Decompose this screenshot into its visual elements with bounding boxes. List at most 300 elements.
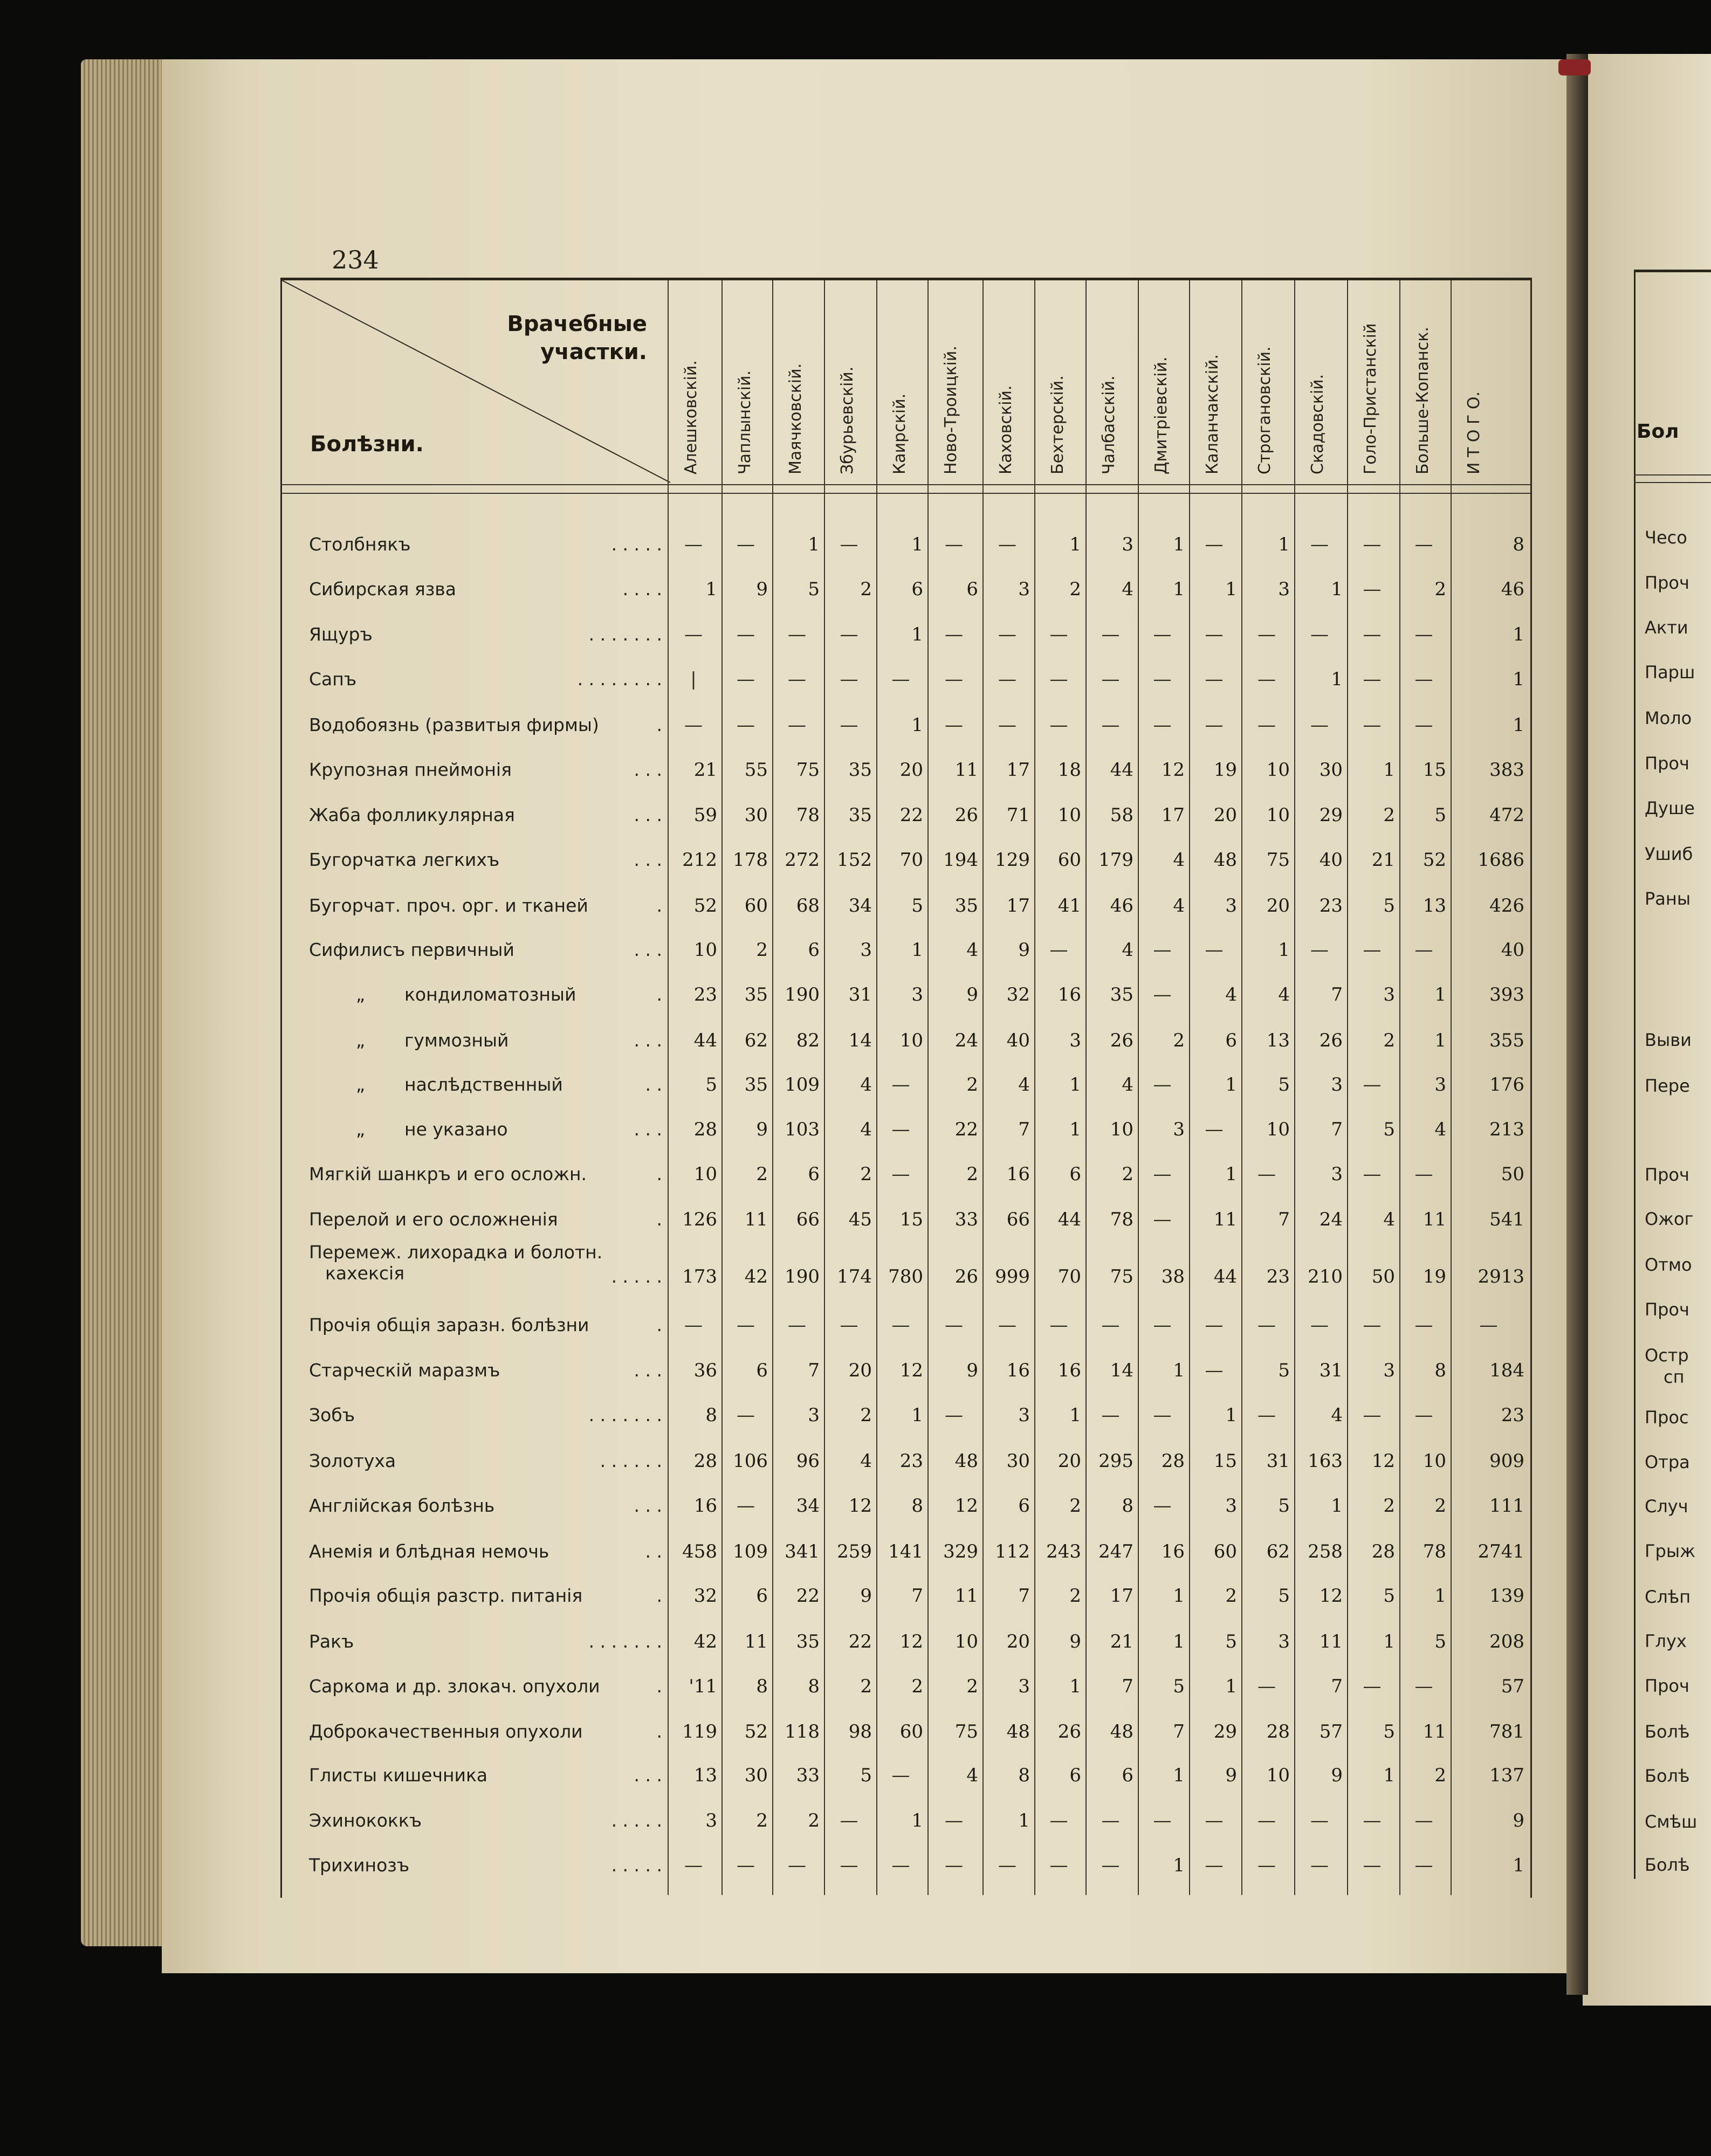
table-cell: —	[737, 1404, 755, 1426]
table-cell: 173	[682, 1266, 717, 1287]
table-cell: 75	[1266, 849, 1290, 871]
table-cell: 26	[1110, 1030, 1133, 1051]
table-cell: 28	[693, 1119, 717, 1140]
table-cell: 58	[1110, 804, 1133, 826]
table-cell: 18	[1057, 759, 1081, 781]
table-cell: 35	[954, 895, 978, 917]
table-cell: 6	[1225, 1030, 1237, 1051]
table-cell: —	[998, 534, 1016, 555]
right-page-row-fragment: Ожог	[1645, 1209, 1694, 1229]
table-cell: 4	[1122, 578, 1133, 600]
table-cell: 30	[1006, 1450, 1030, 1472]
table-cell: —	[945, 1810, 963, 1831]
table-cell: —	[840, 669, 858, 690]
table-cell: —	[840, 1314, 858, 1336]
table-cell: 44	[1057, 1209, 1081, 1230]
table-cell: 1	[1434, 1030, 1446, 1051]
row-label-text: Мягкій шанкръ и его осложн.	[309, 1163, 587, 1184]
table-cell: 8	[705, 1404, 717, 1426]
column-divider	[1085, 280, 1087, 1895]
table-cell: 5	[1383, 1119, 1395, 1140]
table-cell: 5	[1434, 804, 1446, 826]
table-cell: 35	[1110, 984, 1133, 1005]
table-cell: 9	[1018, 939, 1030, 961]
table-cell: 78	[1110, 1209, 1133, 1230]
table-cell: 46	[1110, 895, 1133, 917]
table-cell: 48	[954, 1450, 978, 1472]
table-cell: 10	[899, 1030, 923, 1051]
table-cell: 42	[744, 1266, 768, 1287]
table-cell: 70	[899, 849, 923, 871]
table-cell: 1	[911, 939, 923, 961]
table-cell: 3	[1018, 1676, 1030, 1697]
table-cell: 6	[911, 578, 923, 600]
table-cell: 5	[1278, 1495, 1290, 1517]
table-cell: 1	[1069, 1119, 1081, 1140]
right-page-row-fragment: Ушиб	[1645, 844, 1693, 864]
table-cell: 1	[808, 534, 820, 555]
column-header: Ново-Троицкій.	[942, 346, 960, 474]
table-cell: 98	[848, 1721, 872, 1742]
table-cell: —	[1205, 1314, 1224, 1336]
table-cell: 1	[911, 1404, 923, 1426]
row-label-text: Сифилисъ первичный	[309, 939, 514, 960]
table-cell: —	[840, 1855, 858, 1876]
row-label	[309, 669, 356, 690]
table-cell: —	[1101, 714, 1120, 736]
table-cell: 16	[1161, 1541, 1185, 1562]
table-cell: 4	[1434, 1119, 1446, 1140]
table-cell: 1	[1383, 1631, 1395, 1652]
table-cell: 31	[1319, 1360, 1343, 1381]
table-cell: 139	[1489, 1585, 1524, 1607]
table-cell: 10	[1423, 1450, 1446, 1472]
table-cell: 7	[1331, 984, 1343, 1005]
leader-dots: . . . . . . .	[588, 1404, 662, 1425]
table-cell: 48	[1110, 1721, 1133, 1742]
row-label	[309, 849, 499, 870]
table-cell: 2	[966, 1074, 978, 1096]
table-cell: —	[1258, 1404, 1276, 1426]
table-cell: 11	[744, 1209, 768, 1230]
right-page-row-fragment: Глух	[1645, 1631, 1687, 1651]
row-label	[356, 1119, 508, 1140]
table-cell: —	[1049, 714, 1068, 736]
table-cell: 10	[693, 1163, 717, 1185]
table-cell: 28	[1371, 1541, 1395, 1562]
leader-dots: .	[656, 1721, 662, 1742]
table-cell: 111	[1489, 1495, 1524, 1517]
right-page-row-fragment: Моло	[1645, 708, 1692, 728]
column-divider	[824, 280, 825, 1895]
table-cell: |	[690, 669, 697, 690]
leader-dots: . . .	[634, 939, 662, 960]
table-cell: 2	[1383, 804, 1395, 826]
table-cell: 5	[1278, 1585, 1290, 1607]
table-cell: 1	[1278, 939, 1290, 961]
table-cell: —	[1363, 669, 1382, 690]
table-cell: —	[1414, 624, 1433, 645]
table-cell: —	[1310, 714, 1329, 736]
table-cell: —	[1101, 1810, 1120, 1831]
right-page-row-fragment: Проч	[1645, 573, 1689, 593]
table-cell: —	[1101, 1314, 1120, 1336]
table-cell: 780	[888, 1266, 923, 1287]
table-cell: —	[891, 1765, 910, 1786]
table-cell: 11	[744, 1631, 768, 1652]
table-cell: —	[1414, 1404, 1433, 1426]
table-cell: 541	[1489, 1209, 1524, 1230]
right-page-row-fragment: Смѣш	[1645, 1811, 1698, 1832]
leader-dots: .	[656, 714, 662, 735]
table-cell: 2	[966, 1163, 978, 1185]
table-cell: 472	[1489, 804, 1524, 826]
table-cell: 2	[1069, 578, 1081, 600]
table-cell: 24	[1319, 1209, 1343, 1230]
table-cell: 7	[1173, 1721, 1185, 1742]
right-page-row-fragment: Остр	[1645, 1345, 1689, 1366]
column-divider	[1189, 280, 1190, 1895]
table-cell: —	[945, 534, 963, 555]
row-label	[309, 1541, 549, 1562]
table-cell: —	[1310, 939, 1329, 961]
row-label-text: Бугорчатка легкихъ	[309, 849, 500, 870]
row-label-text: Прочія общія заразн. болѣзни	[309, 1314, 589, 1335]
table-cell: 20	[848, 1360, 872, 1381]
table-cell: —	[1363, 578, 1382, 600]
row-label	[309, 1810, 422, 1831]
table-cell: 9	[966, 984, 978, 1005]
row-label-text: Водобоязнь (развитыя фирмы)	[309, 714, 599, 735]
header-double-rule	[280, 484, 1530, 494]
table-cell: 152	[837, 849, 872, 871]
table-cell: 22	[954, 1119, 978, 1140]
table-cell: 3	[1225, 1495, 1237, 1517]
table-cell: 4	[1383, 1209, 1395, 1230]
table-cell: 60	[1213, 1541, 1237, 1562]
table-cell: —	[788, 714, 806, 736]
right-page-row-fragment: Выви	[1645, 1030, 1692, 1050]
right-page-header-fragment: Бол	[1637, 421, 1679, 443]
table-cell: —	[684, 534, 703, 555]
table-cell: —	[684, 1314, 703, 1336]
leader-dots: . . . . . . . .	[577, 669, 662, 690]
table-cell: 24	[954, 1030, 978, 1051]
table-cell: 16	[1006, 1360, 1030, 1381]
table-cell: 11	[954, 1585, 978, 1607]
table-cell: 20	[899, 759, 923, 781]
table-cell: 3	[1069, 1030, 1081, 1051]
table-cell: —	[1153, 1495, 1172, 1517]
table-cell: —	[1363, 1074, 1382, 1096]
right-page-row-fragment: сп	[1664, 1367, 1685, 1387]
table-cell: —	[788, 669, 806, 690]
leader-dots: . .	[645, 1074, 662, 1095]
table-cell: —	[737, 1314, 755, 1336]
row-label-text: Анемія и блѣдная немочь	[309, 1541, 549, 1562]
table-cell: 1	[1434, 1585, 1446, 1607]
leader-dots: . . .	[634, 759, 662, 780]
table-cell: 32	[693, 1585, 717, 1607]
table-cell: 1	[1225, 1404, 1237, 1426]
table-cell: —	[1153, 1404, 1172, 1426]
right-page-row-fragment: Проч	[1645, 1165, 1689, 1185]
table-cell: 1	[1513, 624, 1524, 645]
table-cell: 4	[860, 1074, 872, 1096]
right-page-row-fragment: Душе	[1645, 798, 1695, 818]
table-cell: 5	[705, 1074, 717, 1096]
right-page-row-fragment: Болѣ	[1645, 1721, 1690, 1742]
table-cell: 9	[966, 1360, 978, 1381]
row-label-text: гуммозный	[404, 1030, 509, 1051]
column-divider	[1451, 280, 1452, 1895]
table-cell: 40	[1319, 849, 1343, 871]
corner-header-diseases: Болѣзни.	[310, 432, 424, 457]
table-cell: 42	[693, 1631, 717, 1652]
table-cell: 12	[1161, 759, 1185, 781]
table-cell: 1	[1173, 578, 1185, 600]
leader-dots: . . . .	[622, 578, 662, 600]
table-cell: 355	[1489, 1030, 1524, 1051]
right-page-row-fragment: Чесо	[1645, 527, 1687, 548]
table-cell: —	[1258, 669, 1276, 690]
table-cell: —	[1205, 534, 1224, 555]
row-label-text: Золотуха	[309, 1450, 396, 1471]
table-cell: 179	[1098, 849, 1133, 871]
table-cell: —	[1363, 1163, 1382, 1185]
table-cell: 23	[693, 984, 717, 1005]
table-cell: 3	[1225, 895, 1237, 917]
table-cell: 6	[966, 578, 978, 600]
column-header: Каирскій.	[890, 393, 909, 474]
table-cell: 82	[796, 1030, 820, 1051]
table-cell: 1	[1331, 1495, 1343, 1517]
right-page-row-fragment: Парш	[1645, 662, 1695, 683]
table-cell: —	[1414, 1855, 1433, 1876]
table-cell: —	[1153, 624, 1172, 645]
column-divider	[1138, 280, 1139, 1895]
table-cell: 3	[1331, 1163, 1343, 1185]
table-cell: 3	[860, 939, 872, 961]
table-cell: 174	[837, 1266, 872, 1287]
table-cell: 1	[1173, 1631, 1185, 1652]
table-cell: 2	[1225, 1585, 1237, 1607]
column-divider	[1347, 280, 1348, 1895]
corner-header-districts	[410, 310, 647, 366]
table-cell: 66	[1006, 1209, 1030, 1230]
table-cell: 2	[860, 578, 872, 600]
table-cell: —	[1363, 624, 1382, 645]
table-cell: —	[1363, 1314, 1382, 1336]
table-cell: 2913	[1478, 1266, 1524, 1287]
table-cell: 9	[860, 1585, 872, 1607]
leader-dots: .	[656, 895, 662, 916]
table-cell: 2	[756, 939, 768, 961]
table-cell: 33	[796, 1765, 820, 1786]
table-cell: 2	[1434, 1765, 1446, 1786]
table-cell: —	[1205, 1810, 1224, 1831]
table-cell: —	[1310, 1810, 1329, 1831]
row-label	[309, 895, 588, 916]
table-cell: —	[998, 1855, 1016, 1876]
table-cell: 62	[1266, 1541, 1290, 1562]
table-cell: 1686	[1478, 849, 1524, 871]
table-cell: 1	[1069, 1074, 1081, 1096]
table-cell: 35	[848, 804, 872, 826]
table-cell: 6	[808, 1163, 820, 1185]
column-divider	[721, 280, 723, 1895]
table-cell: 1	[705, 578, 717, 600]
leader-dots: . . .	[634, 804, 662, 825]
table-cell: 9	[756, 1119, 768, 1140]
table-cell: 50	[1371, 1266, 1395, 1287]
right-page-row-fragment: Акти	[1645, 617, 1688, 638]
book-page-edges	[81, 59, 173, 1946]
leader-dots: . . . . . .	[600, 1450, 662, 1471]
table-cell: 6	[756, 1585, 768, 1607]
table-cell: 243	[1046, 1541, 1081, 1562]
table-cell: 3	[808, 1404, 820, 1426]
right-page-row-fragment: Грыж	[1645, 1541, 1695, 1561]
table-cell: 11	[1423, 1721, 1446, 1742]
table-cell: 1	[1225, 1676, 1237, 1697]
table-cell: —	[998, 624, 1016, 645]
table-cell: 458	[682, 1541, 717, 1562]
leader-dots: .	[656, 1585, 662, 1606]
table-cell: 45	[848, 1209, 872, 1230]
leader-dots: . . .	[634, 1030, 662, 1051]
table-cell: 35	[744, 984, 768, 1005]
table-cell: 44	[1213, 1266, 1237, 1287]
table-cell: 2	[966, 1676, 978, 1697]
table-cell: 7	[1331, 1676, 1343, 1697]
column-divider	[668, 280, 669, 1895]
table-cell: —	[840, 714, 858, 736]
table-cell: —	[891, 1855, 910, 1876]
table-cell: —	[1363, 1855, 1382, 1876]
table-cell: 1	[1225, 1163, 1237, 1185]
table-cell: 1	[1225, 578, 1237, 600]
table-cell: 4	[860, 1119, 872, 1140]
leader-dots: .	[656, 984, 662, 1005]
table-cell: 14	[1110, 1360, 1133, 1381]
table-cell: 13	[1423, 895, 1446, 917]
table-cell: —	[945, 669, 963, 690]
table-cell: —	[891, 1119, 910, 1140]
table-cell: 10	[693, 939, 717, 961]
leader-dots: . .	[645, 1541, 662, 1562]
right-page-row-fragment: Случ	[1645, 1496, 1688, 1517]
table-cell: 19	[1213, 759, 1237, 781]
table-cell: 12	[899, 1631, 923, 1652]
table-cell: 21	[693, 759, 717, 781]
table-cell: 3	[1383, 984, 1395, 1005]
right-page-row-fragment: Отмо	[1645, 1255, 1692, 1275]
table-cell: 9	[1069, 1631, 1081, 1652]
table-cell: 31	[848, 984, 872, 1005]
row-label	[309, 1209, 558, 1230]
column-header: Збурьевскій.	[838, 366, 857, 474]
table-cell: 5	[1383, 1721, 1395, 1742]
table-cell: —	[891, 1074, 910, 1096]
table-cell: 1	[1513, 1855, 1524, 1876]
right-page-row-fragment: Болѣ	[1645, 1855, 1690, 1875]
table-cell: 1	[1018, 1810, 1030, 1831]
table-cell: 41	[1057, 895, 1081, 917]
table-cell: 106	[733, 1450, 768, 1472]
table-cell: 4	[1278, 984, 1290, 1005]
table-cell: 3	[1173, 1119, 1185, 1140]
table-cell: —	[1414, 1314, 1433, 1336]
table-cell: 2	[1122, 1163, 1133, 1185]
table-cell: 15	[1213, 1450, 1237, 1472]
table-cell: 118	[785, 1721, 820, 1742]
table-cell: 96	[796, 1450, 820, 1472]
table-cell: 29	[1213, 1721, 1237, 1742]
table-cell: 1	[1383, 1765, 1395, 1786]
column-divider	[982, 280, 984, 1895]
table-cell: —	[684, 1855, 703, 1876]
table-cell: 2	[911, 1676, 923, 1697]
table-cell: —	[840, 624, 858, 645]
table-cell: 57	[1319, 1721, 1343, 1742]
row-label-text: Бугорчат. проч. орг. и тканей	[309, 895, 588, 916]
table-cell: 119	[682, 1721, 717, 1742]
row-label	[356, 984, 576, 1005]
table-cell: 28	[693, 1450, 717, 1472]
row-label-text: Трихинозъ	[309, 1855, 410, 1876]
column-divider	[772, 280, 773, 1895]
table-cell: 11	[954, 759, 978, 781]
leader-dots: . . . . .	[611, 1855, 662, 1876]
table-cell: 12	[848, 1495, 872, 1517]
table-cell: —	[1153, 984, 1172, 1005]
row-label-text: Сапъ	[309, 669, 357, 690]
table-cell: 52	[693, 895, 717, 917]
table-cell: 15	[1423, 759, 1446, 781]
table-cell: 1	[1069, 534, 1081, 555]
table-cell: 10	[1110, 1119, 1133, 1140]
column-divider	[876, 280, 877, 1895]
row-label	[356, 1030, 509, 1051]
right-page-row-fragment: Прос	[1645, 1407, 1689, 1428]
table-cell: —	[945, 1855, 963, 1876]
table-cell: —	[1363, 939, 1382, 961]
table-cell: —	[737, 1495, 755, 1517]
table-cell: 781	[1489, 1721, 1524, 1742]
row-label-text: Крупозная пнеймонія	[309, 759, 512, 780]
row-label	[309, 1676, 600, 1697]
row-label-text: Сибирская язва	[309, 578, 456, 600]
table-cell: 13	[693, 1765, 717, 1786]
table-cell: —	[1258, 1676, 1276, 1697]
table-cell: 3	[1018, 1404, 1030, 1426]
table-cell: 2	[1173, 1030, 1185, 1051]
table-cell: 17	[1006, 895, 1030, 917]
table-cell: 8	[1434, 1360, 1446, 1381]
table-cell: 62	[744, 1030, 768, 1051]
table-cell: 30	[744, 804, 768, 826]
table-cell: 52	[744, 1721, 768, 1742]
table-cell: —	[1205, 1855, 1224, 1876]
table-cell: 3	[1331, 1074, 1343, 1096]
table-cell: 4	[1225, 984, 1237, 1005]
table-cell: 4	[966, 1765, 978, 1786]
table-cell: 1	[911, 534, 923, 555]
table-cell: 3	[1122, 534, 1133, 555]
table-cell: 247	[1098, 1541, 1133, 1562]
table-cell: —	[945, 714, 963, 736]
